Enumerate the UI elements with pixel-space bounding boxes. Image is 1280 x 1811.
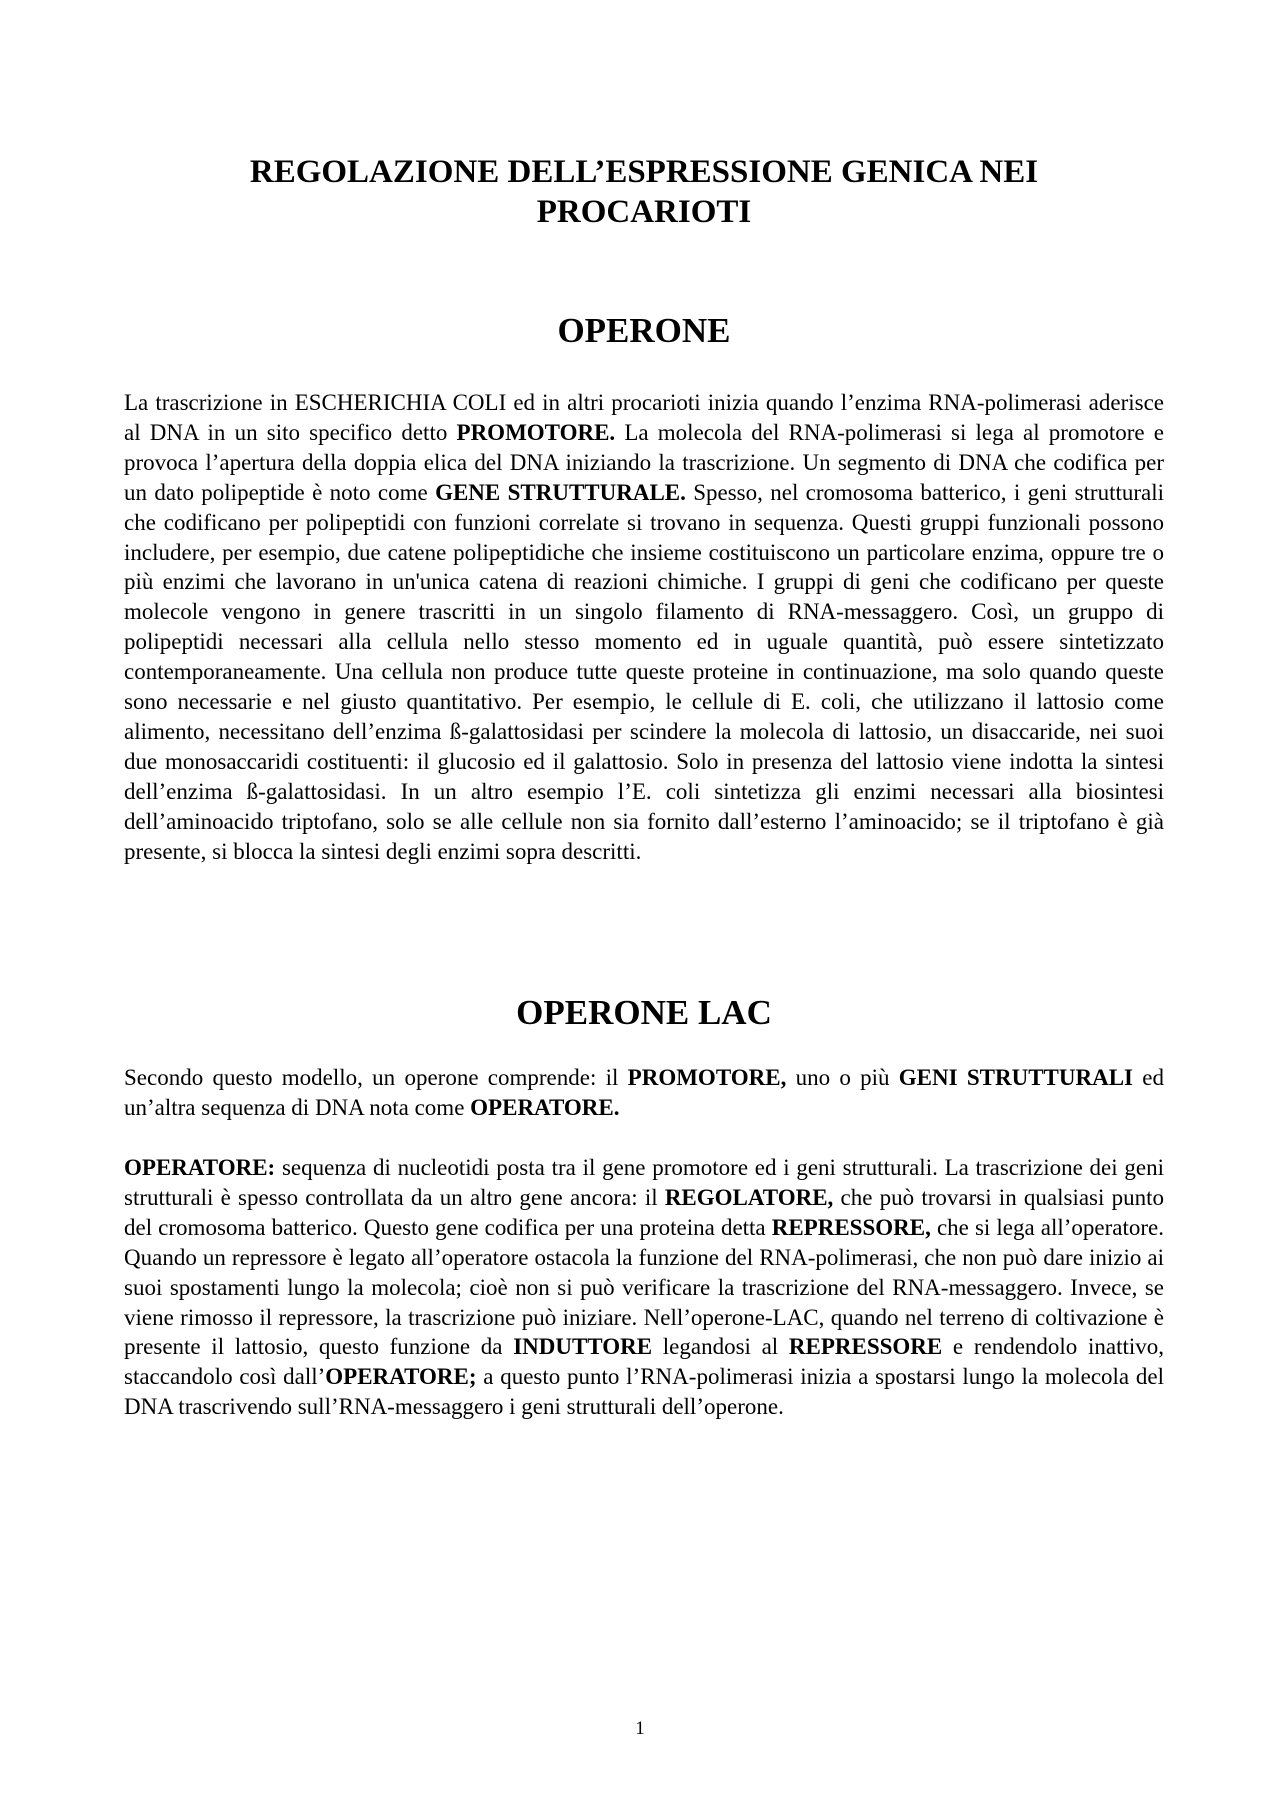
text-run: uno o più bbox=[786, 1065, 899, 1090]
bold-term-geni-strutturali: GENI STRUTTURALI bbox=[898, 1065, 1134, 1090]
bold-term-operatore-label: OPERATORE: bbox=[124, 1155, 276, 1180]
section-heading-operone: OPERONE bbox=[557, 311, 731, 350]
text-run: Secondo questo modello, un operone comprende: il bbox=[124, 1065, 628, 1090]
bold-term-gene-strutturale: GENE STRUTTURALE. bbox=[435, 479, 686, 505]
bold-term-repressore: REPRESSORE bbox=[788, 1334, 943, 1360]
text-run: Spesso, nel cromosoma batterico, i geni strutturali che codificano per polipeptidi con funzioni correlate si trovano in sequenza. Questi gruppi funzionali possono includere, per esempio, due catene polipeptidiche che insieme costituiscono un particolare enzima, oppure tre o più enzimi che lavorano in un'unica catena di reazioni chimiche. I gruppi di geni che codificano per queste molecole vengono in genere trascritti in un singolo filamento di RNA-messaggero. Così, un gruppo di polipeptidi necessari alla cellula nello stesso momento ed in uguale quantità, può essere sintetizzato contemporaneamente. Una cellula non produce tutte queste proteine in continuazione, ma solo quando queste sono necessarie e nel giusto quantitativo. Per esempio, le cellule di E. coli, che utilizzano il lattosio come alimento, necessitano dell’enzima ß-galattosidasi per scindere la molecola di lattosio, un disaccaride, nei suoi due monosaccaridi costituenti: il glucosio ed il galattosio. Solo in presenza del lattosio viene indotta la sintesi dell’enzima ß-galattosidasi. In un altro esempio l’E. coli sintetizza gli enzimi necessari alla biosintesi dell’aminoacido triptofano, solo se alle cellule non sia fornito dall’esterno l’aminoacido; se il triptofano è già presente, si blocca la sintesi degli enzimi sopra descritti. bbox=[124, 479, 1164, 864]
text-run: che si lega all’operatore. Quando un repressore è legato all’operatore ostacola la funzione del RNA-polimerasi, che non può dare inizio ai suoi spostamenti lungo la molecola; cioè non si può verificare la trascrizione del RNA-messaggero. Invece, se viene rimosso il repressore, la trascrizione può iniziare. Nell’operone-LAC, quando nel terreno di coltivazione è presente il lattosio, questo funzione da bbox=[124, 1214, 1164, 1360]
bold-term-operatore: OPERATORE; bbox=[325, 1364, 477, 1390]
text-run: sequenza di nucleotidi posta tra il gene promotore ed i geni strutturali. La trascrizione dei geni strutturali è spesso controllata da un altro gene ancora: il bbox=[124, 1155, 1164, 1210]
bold-term-operatore: OPERATORE. bbox=[470, 1094, 620, 1120]
text-run: a questo punto l’RNA-polimerasi inizia a spostarsi lungo la molecola del DNA trascrivendo sull’RNA-messaggero i geni strutturali dell’operone. bbox=[124, 1364, 1164, 1420]
bold-term-regolatore: REGOLATORE, bbox=[664, 1184, 834, 1210]
text-run: legandosi al bbox=[652, 1334, 789, 1360]
bold-term-induttore: INDUTTORE bbox=[513, 1334, 653, 1360]
bold-term-repressore: REPRESSORE, bbox=[771, 1214, 931, 1240]
text-run: La trascrizione in ESCHERICHIA COLI ed in altri procarioti inizia quando l’enzima RNA-polimerasi aderisce al DNA in un sito specifico detto bbox=[124, 390, 1164, 445]
text-run: La molecola del RNA-polimerasi si lega al promotore e provoca l’apertura della doppia elica del DNA iniziando la trascrizione. Un segmento di DNA che codifica per un dato polipeptide è noto come bbox=[124, 419, 1164, 505]
document-title-line-2: PROCARIOTI bbox=[536, 194, 752, 230]
document-title bbox=[124, 152, 1164, 232]
bold-term-promotore: PROMOTORE. bbox=[456, 419, 616, 445]
paragraph-operatore-definition bbox=[124, 1153, 1164, 1422]
paragraph-operone-lac-model bbox=[124, 1063, 1164, 1123]
text-run: che può trovarsi in qualsiasi punto del cromosoma batterico. Questo gene codifica per una proteina detta bbox=[124, 1184, 1164, 1240]
text-run: e rendendolo inattivo, staccandolo così dall’ bbox=[124, 1334, 1164, 1390]
text-run: ed un’altra sequenza di DNA nota come bbox=[124, 1065, 1164, 1120]
paragraph-operone-intro bbox=[124, 388, 1164, 867]
bold-term-promotore: PROMOTORE, bbox=[627, 1065, 787, 1090]
section-heading-operone-lac: OPERONE LAC bbox=[516, 993, 772, 1032]
page-number: 1 bbox=[635, 1718, 645, 1739]
document-title-line-1: REGOLAZIONE DELL’ESPRESSIONE GENICA NEI bbox=[249, 154, 1039, 190]
